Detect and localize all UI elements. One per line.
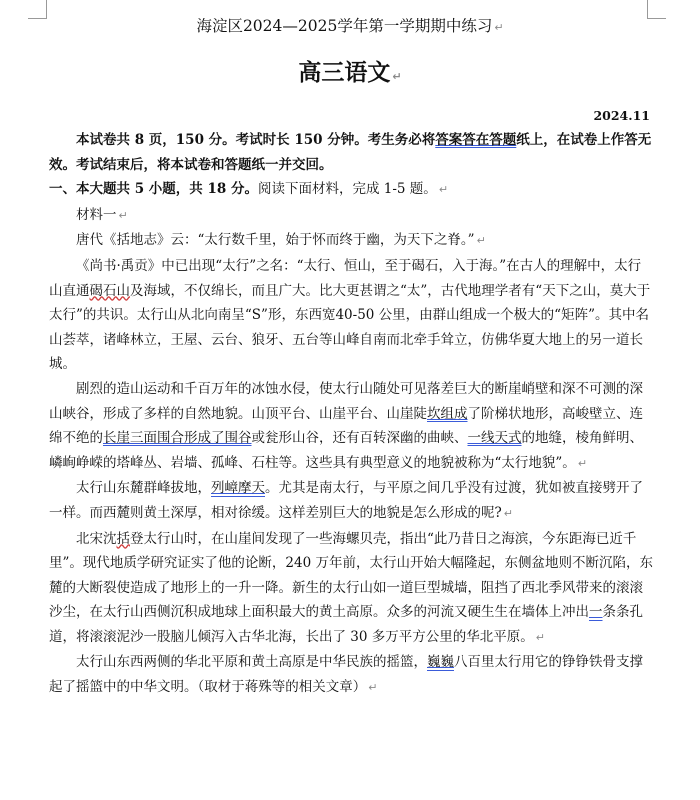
instructions-underlined: 答案答在答题	[435, 132, 517, 148]
paragraph-3-text-4: 的地缝，棱角鲜明、嶙峋峥嵘的塔峰丛、岩墙、孤峰、石柱等。这些具有典型意义的地貌被称为“太行地貌”。	[49, 430, 643, 471]
grammar-mark: 一线天式	[467, 430, 522, 447]
paragraph-4-text: 太行山东麓群峰拔地，	[76, 480, 211, 497]
paragraph-5-text-2: 登太行山时，在山崖间发现了一些海螺贝壳，指出“此乃昔日之海滨，今东距海已近千里”。现代地质学研究证实了他的论断，240 万年前，太行山开始大幅隆起，东侧盆地则不断沉陷，东麓的大断裂使造成了地形上的一升一降。新生的太行山如一道巨型城墙，阻挡了西北季风带来的滚滚沙尘，在太行山西侧沉积成地球上面积最大的黄土高原。众多的河流又硬生生在墙体上冲出	[49, 530, 653, 621]
paragraph-mark-icon: ↵	[476, 234, 486, 248]
paragraph-6-text-end: 八百里太行用它的铮铮铁骨支撑起了摇篮中的中华文明。（取材于蒋殊等的相关文章）	[49, 654, 643, 696]
document-body	[49, 128, 653, 701]
paragraph-mark-icon: ↵	[438, 183, 449, 197]
paragraph-6-text: 太行山东西两侧的华北平原和黄土高原是中华民族的摇篮，	[76, 654, 427, 671]
paragraph-5-text: 北宋沈	[76, 530, 117, 547]
paragraph-5	[49, 527, 653, 651]
grammar-mark: 坎组成	[427, 405, 468, 422]
paragraph-1	[49, 228, 653, 254]
paragraph-3-text: 剧烈的造山运动和千百万年的冰蚀水侵，使太行山随处可见落差巨大的断崖峭壁和深不可测的深山峡谷，形成了多样的自然地貌。山顶平台、山崖平台、山崖陡	[49, 380, 643, 422]
grammar-mark: 巍巍	[427, 654, 454, 671]
material-label-text: 材料一	[76, 206, 117, 223]
paragraph-mark-icon: ↵	[577, 456, 588, 470]
exam-title: 海淀区2024—2025学年第一学期期中练习	[196, 17, 493, 35]
spellcheck-mark: 碣石山	[89, 282, 130, 299]
paragraph-mark-icon: ↵	[535, 630, 545, 644]
paragraph-2	[49, 254, 653, 377]
paragraph-mark-icon: ↵	[494, 21, 504, 34]
grammar-mark: 一	[589, 604, 603, 621]
instructions-text-end: 纸上，在试卷上作答无效。考试结束后，将本试卷和答题纸一并交回。	[49, 132, 652, 173]
paragraph-mark-icon: ↵	[503, 506, 513, 520]
paragraph-2-text-end: 及海域，不仅绵长，而且广大。比大更甚谓之“太”，古代地理学者有“天下之山，莫大于太行”的共识。太行山从北向南呈“S”形，东西宽40-50 公里，由群山组成一个极大的“矩阵”。其中名山荟萃，诸峰林立，王屋、云台、狼牙、五台等山峰自南而北牵手耸立，仿佛华夏大地上的另一道长城。	[49, 282, 651, 373]
paragraph-4	[49, 476, 653, 526]
grammar-mark: 列嶂摩天	[211, 480, 265, 497]
paragraph-mark-icon: ↵	[392, 70, 402, 83]
exam-date: 2024.11	[593, 108, 650, 123]
exam-header	[0, 14, 700, 36]
section-heading-text: 阅读下面材料，完成 1-5 题。	[257, 181, 437, 198]
subject-title: 高三语文	[298, 59, 391, 86]
section-heading-bold: 一、本大题共 5 小题，共 18 分。	[49, 181, 258, 198]
material-label	[49, 203, 653, 229]
paragraph-5-text-end: 条条孔道，将滚滚泥沙一股脑儿倾泻入古华北海，长出了 30 多万平方公里的华北平原。	[49, 604, 643, 645]
spellcheck-mark: 括	[116, 530, 130, 547]
paragraph-3	[49, 377, 653, 476]
paragraph-1-text: 唐代《括地志》云：“太行数千里，始于怀而终于幽，为天下之脊。”	[76, 232, 475, 249]
exam-instructions	[49, 128, 653, 177]
paragraph-3-text-2: 了阶梯状地形，高峻壁立、连绵不绝的	[49, 405, 643, 447]
paragraph-2-text: 《尚书·禹贡》中已出现“太行”之名：“太行、恒山，至于碣石，入于海。”在古人的理解中，太行山直通	[49, 257, 642, 299]
paragraph-3-text-3: 或瓮形山谷，还有百转深幽的曲峡、	[251, 430, 468, 447]
paragraph-mark-icon: ↵	[368, 681, 378, 695]
instructions-text: 本试卷共 8 页，150 分。考试时长 150 分钟。考生务必将	[76, 132, 436, 148]
grammar-mark: 长崖三面围合形成了围谷	[103, 430, 252, 447]
paragraph-mark-icon: ↵	[118, 208, 128, 222]
paragraph-4-text-end: 。尤其是南太行，与平原之间几乎没有过渡，犹如被直接劈开了一样。而西麓则黄土深厚，相对徐缓。这样差别巨大的地貌是怎么形成的呢?	[49, 480, 643, 521]
page-title	[0, 54, 700, 87]
section-heading	[49, 177, 653, 203]
paragraph-6	[49, 650, 653, 700]
